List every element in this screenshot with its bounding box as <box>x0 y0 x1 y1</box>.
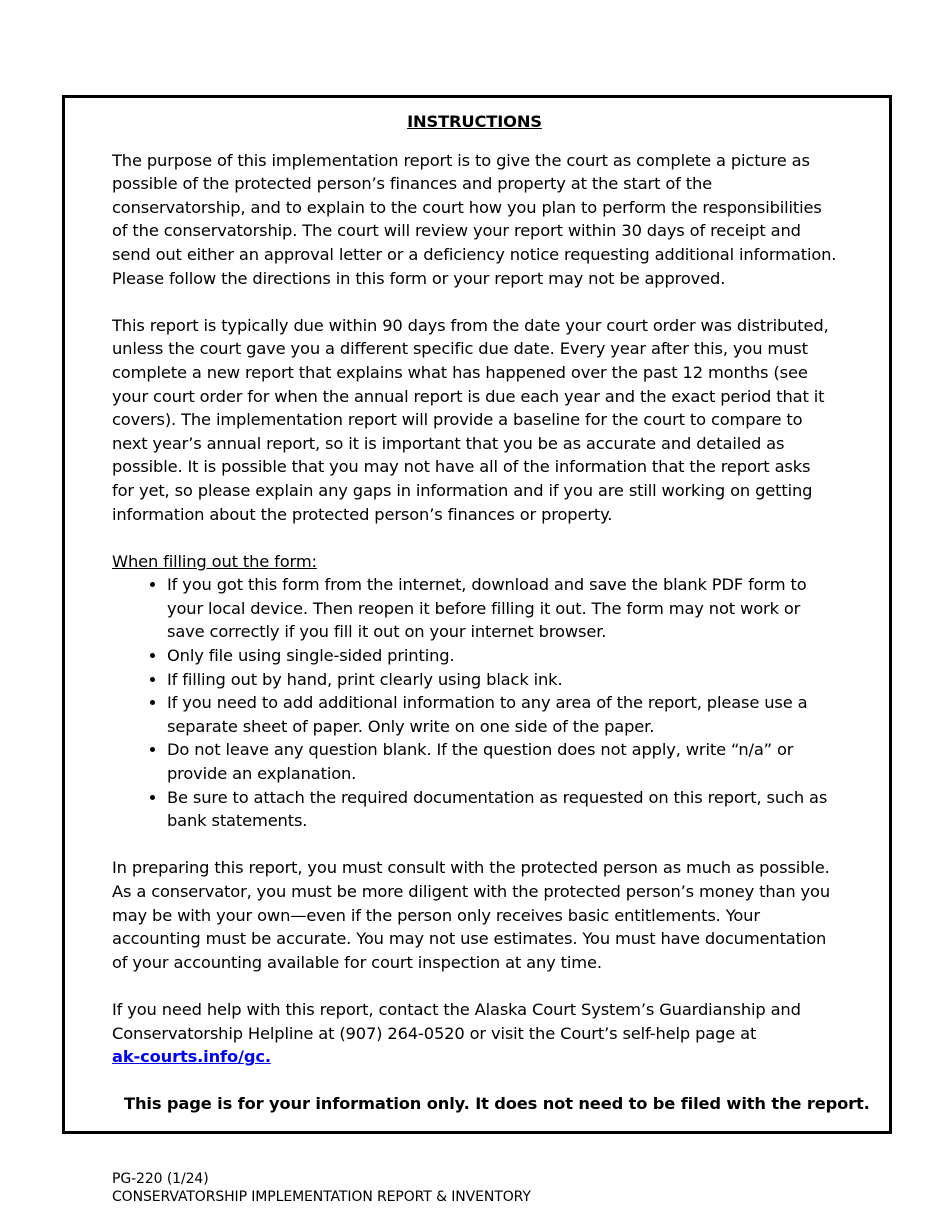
filling-heading: When filling out the form: <box>112 551 317 571</box>
list-item: • Only file using single-sided printing. <box>167 644 837 668</box>
filing-notice: This page is for your information only. It does not need to be filed with the report. <box>124 1094 870 1114</box>
purpose-paragraph: The purpose of this implementation report is to give the court as complete a picture as possible of the protected person’s finances and property at the start of the conservatorship, and to explain to the court how you plan to perform the responsibilities of the conservatorship. The court will review your report within 30 days of receipt and send out either an approval letter or a deficiency notice requesting additional information. Please follow the directions in this form or your report may not be approved. <box>112 150 837 288</box>
list-item: • If you need to add additional information to any area of the report, please use a separate sheet of paper. Only write on one side of the paper. <box>167 691 837 738</box>
page-footer <box>112 1170 531 1206</box>
self-help-link[interactable]: ak-courts.info/gc. <box>112 1047 271 1067</box>
filling-instructions-list <box>112 573 837 833</box>
list-item: • Be sure to attach the required documentation as requested on this report, such as bank statements. <box>167 786 837 833</box>
page-title: INSTRUCTIONS <box>407 112 542 131</box>
list-item: • Do not leave any question blank. If the question does not apply, write “n/a” or provide an explanation. <box>167 738 837 785</box>
instructions-content <box>112 110 870 1116</box>
form-number: PG-220 (1/24) <box>112 1171 209 1187</box>
help-paragraph <box>112 998 837 1069</box>
list-item: • If filling out by hand, print clearly using black ink. <box>167 668 837 692</box>
form-title: CONSERVATORSHIP IMPLEMENTATION REPORT & INVENTORY <box>112 1189 531 1205</box>
consult-paragraph: In preparing this report, you must consult with the protected person as much as possible. As a conservator, you must be more diligent with the protected person’s money than you may be with your own—even if the person only receives basic entitlements. Your accounting must be accurate. You may not use estimates. You must have documentation of your accounting available for court inspection at any time. <box>112 858 830 972</box>
list-item: • If you got this form from the internet, download and save the blank PDF form to your local device. Then reopen it before filling it out. The form may not work or save correctly if you fill it out on your internet browser. <box>167 573 837 644</box>
due-date-paragraph: This report is typically due within 90 days from the date your court order was distributed, unless the court gave you a different specific due date. Every year after this, you must complete a new report that explains what has happened over the past 12 months (see your court order for when the annual report is due each year and the exact period that it covers). The implementation report will provide a baseline for the court to compare to next year’s annual report, so it is important that you be as accurate and detailed as possible. It is possible that you may not have all of the information that the report asks for yet, so please explain any gaps in information and if you are still working on getting information about the protected person’s finances or property. <box>112 315 829 524</box>
help-text: If you need help with this report, contact the Alaska Court System’s Guardianship and Conservatorship Helpline at (907) 264-0520 or visit the Court’s self-help page at <box>112 999 801 1043</box>
